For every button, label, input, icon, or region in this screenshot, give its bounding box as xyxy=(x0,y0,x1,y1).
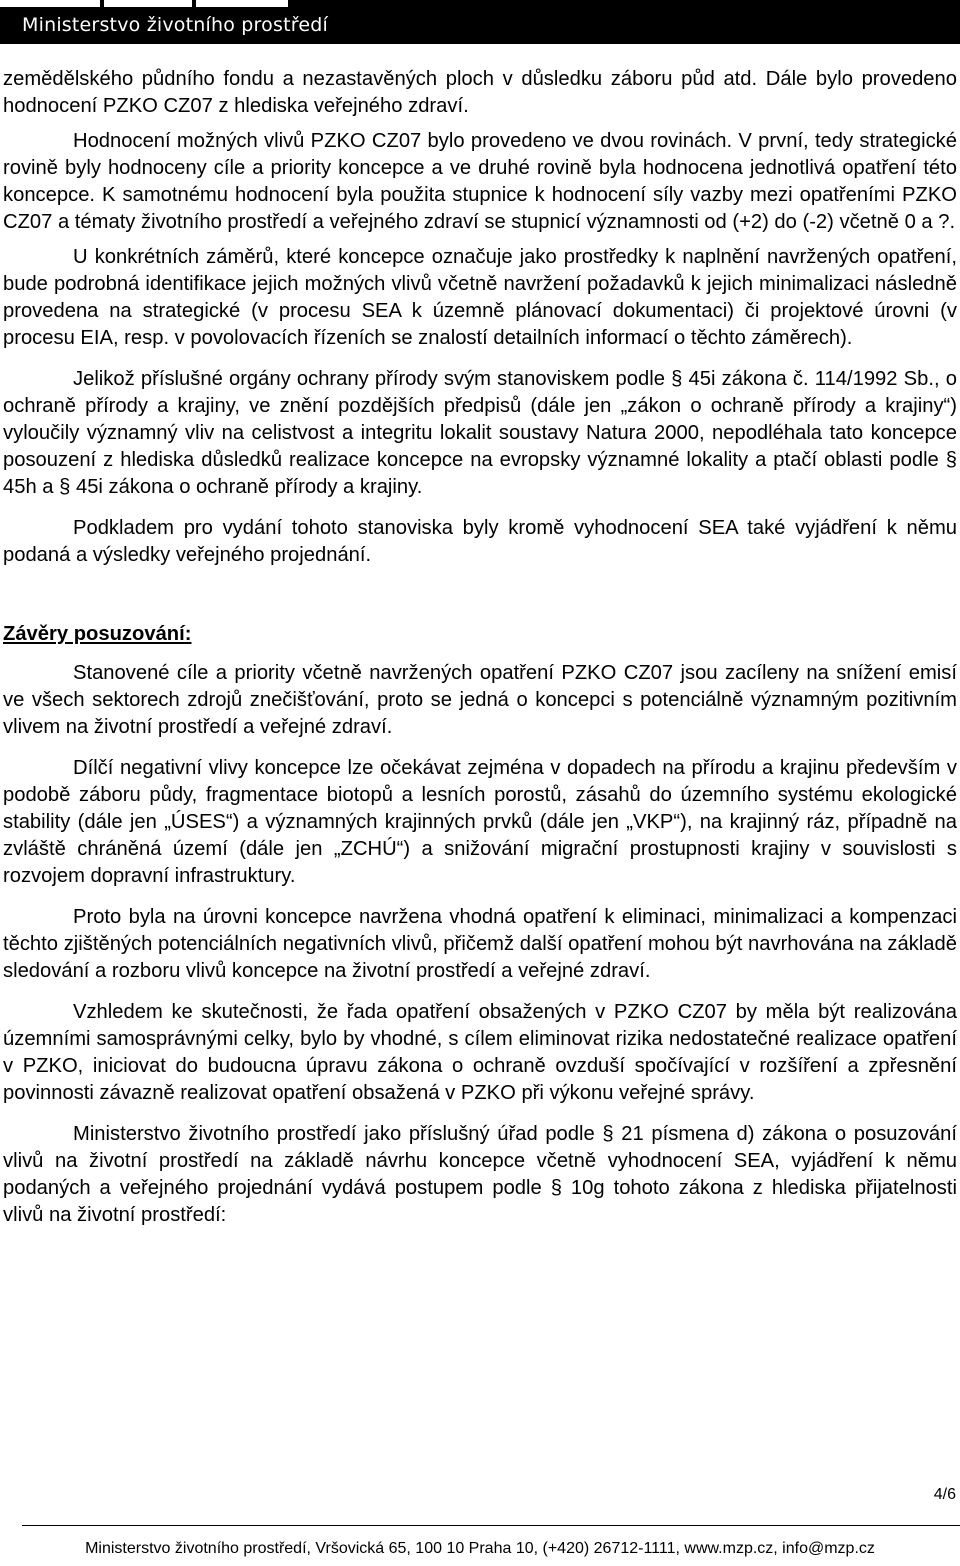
paragraph: Podkladem pro vydání tohoto stanoviska byly kromě vyhodnocení SEA také vyjádření k němu podaná a výsledky veřejného projednání. xyxy=(3,517,957,566)
header-bar xyxy=(0,0,960,44)
footer-divider xyxy=(22,1525,960,1526)
paragraph: Dílčí negativní vlivy koncepce lze očekávat zejména v dopadech na přírodu a krajinu především v podobě záboru půdy, fragmentace biotopů a lesních porostů, zásahů do územního systému ekologické stability (dále jen „ÚSES“) a významných krajinných prvků (dále jen „VKP“), na krajinný ráz, případně na zvláště chráněná území (dále jen „ZCHÚ“) a snižování migrační prostupnosti krajiny v souvislosti s rozvojem dopravní infrastruktury. xyxy=(3,757,957,887)
paragraph: Vzhledem ke skutečnosti, že řada opatření obsažených v PZKO CZ07 by měla být realizována územními samosprávnými celky, bylo by vhodné, s cílem eliminovat rizika nedostatečné realizace opatření v PZKO, iniciovat do budoucna úpravu zákona o ochraně ovzduší spočívající v rozšíření a zpřesnění povinnosti závazně realizovat opatření obsažená v PZKO při výkonu veřejné správy. xyxy=(3,1001,957,1104)
paragraph: zemědělského půdního fondu a nezastavěných ploch v důsledku záboru půd atd. Dále bylo provedeno hodnocení PZKO CZ07 z hlediska veřejného zdraví. xyxy=(3,68,957,117)
header-stripe xyxy=(104,0,192,7)
paragraph: Jelikož příslušné orgány ochrany přírody svým stanoviskem podle § 45i zákona č. 114/1992 Sb., o ochraně přírody a krajiny, ve znění pozdějších předpisů (dále jen „zákon o ochraně přírody a krajiny“) vyloučily významný vliv na celistvost a integritu lokalit soustavy Natura 2000, nepodléhala tato koncepce posouzení z hlediska důsledků realizace koncepce na evropsky významné lokality a ptačí oblasti podle § 45h a § 45i zákona o ochraně přírody a krajiny. xyxy=(3,368,957,498)
paragraph: Stanovené cíle a priority včetně navržených opatření PZKO CZ07 jsou zacíleny na snížení emisí ve všech sektorech zdrojů znečišťování, proto se jedná o koncepci s potenciálně významným pozitivním vlivem na životní prostředí a veřejné zdraví. xyxy=(3,662,957,738)
page-number: 4/6 xyxy=(933,1486,956,1503)
paragraph: U konkrétních záměrů, které koncepce označuje jako prostředky k naplnění navržených opatření, bude podrobná identifikace jejich možných vlivů včetně navržení požadavků k jejich minimalizaci následně provedena na strategické (v procesu SEA k územně plánovací dokumentaci) či projektové úrovni (v procesu EIA, resp. v povolovacích řízeních se znalostí detailních informací o těchto záměrech). xyxy=(3,246,957,349)
header-stripe xyxy=(0,0,100,7)
paragraph: Hodnocení možných vlivů PZKO CZ07 bylo provedeno ve dvou rovinách. V první, tedy strategické rovině byly hodnoceny cíle a priority koncepce a ve druhé rovině byla hodnocena jednotlivá opatření této koncepce. K samotnému hodnocení byla použita stupnice k hodnocení síly vazby mezi opatřeními PZKO CZ07 a tématy životního prostředí a veřejného zdraví se stupnicí významnosti od (+2) do (-2) včetně 0 a ?. xyxy=(3,130,957,233)
paragraph: Ministerstvo životního prostředí jako příslušný úřad podle § 21 písmena d) zákona o posuzování vlivů na životní prostředí na základě návrhu koncepce včetně vyhodnocení SEA, vyjádření k němu podaných a veřejného projednání vydává postupem podle § 10g tohoto zákona z hlediska přijatelnosti vlivů na životní prostředí: xyxy=(3,1123,957,1226)
section-heading: Závěry posuzování: xyxy=(3,623,192,645)
header-stripe xyxy=(196,0,288,7)
paragraph: Proto byla na úrovni koncepce navržena vhodná opatření k eliminaci, minimalizaci a kompenzaci těchto zjištěných potenciálních negativních vlivů, přičemž další opatření mohou být navrhována na základě sledování a rozboru vlivů koncepce na životní prostředí a veřejné zdraví. xyxy=(3,906,957,982)
document-body xyxy=(0,66,960,1229)
footer-contact: Ministerstvo životního prostředí, Vršovická 65, 100 10 Praha 10, (+420) 26712-1111, www.mzp.cz, info@mzp.cz xyxy=(85,1540,875,1557)
ministry-title: Ministerstvo životního prostředí xyxy=(22,14,328,36)
